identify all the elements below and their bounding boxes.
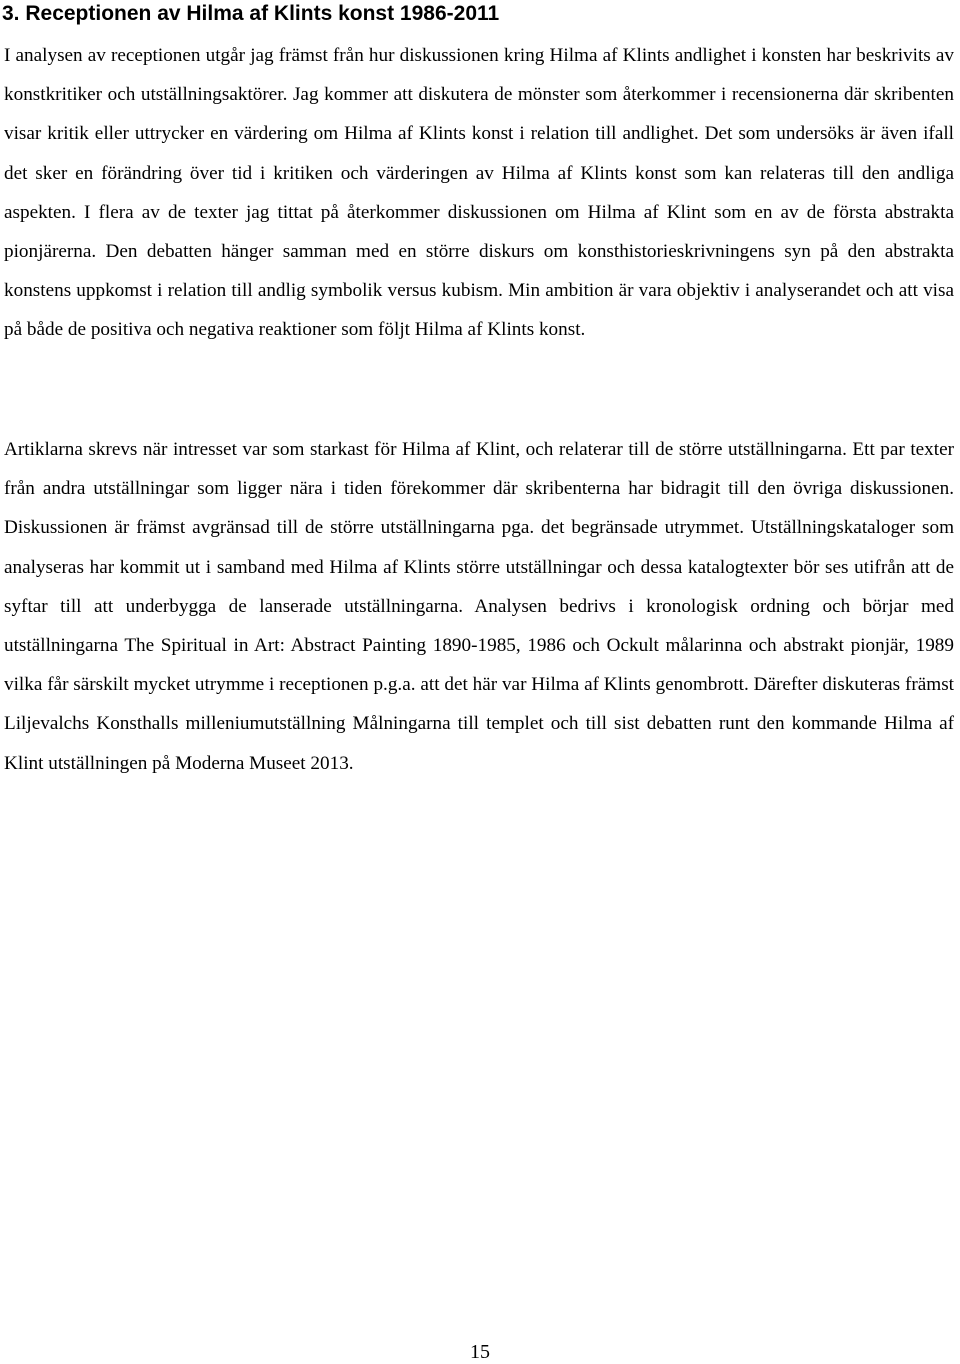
section-heading: 3. Receptionen av Hilma af Klints konst 1986-2011	[2, 2, 500, 25]
paragraph-2: Artiklarna skrevs när intresset var som starkast för Hilma af Klint, och relaterar till de större utställningarna. Ett par texter från andra utställningar som ligger nära i tiden förekommer där skribenterna har bidragit till den övriga diskussionen. Diskussionen är främst avgränsad till de större utställningarna pga. det begränsade utrymmet. Utställningskataloger som analyseras har kommit ut i samband med Hilma af Klints större utställningar och dessa katalogtexter bör ses utifrån att de syftar till att underbygga de lanserade utställningarna. Analysen bedrivs i kronologisk ordning och börjar med utställningarna The Spiritual in Art: Abstract Painting 1890-1985, 1986 och Ockult målarinna och abstrakt pionjär, 1989 vilka får särskilt mycket utrymme i receptionen p.g.a. att det här var Hilma af Klints genombrott. Därefter diskuteras främst Liljevalchs Konsthalls milleniumutställning Målningarna till templet och till sist debatten runt den kommande Hilma af Klint utställningen på Moderna Museet 2013.	[4, 439, 954, 774]
paragraph-1: I analysen av receptionen utgår jag främst från hur diskussionen kring Hilma af Klints andlighet i konsten har beskrivits av konstkritiker och utställningsaktörer. Jag kommer att diskutera de mönster som återkommer i recensionerna där skribenten visar kritik eller uttrycker en värdering om Hilma af Klints konst i relation till andlighet. Det som undersöks är även ifall det sker en förändring över tid i kritiken och värderingen av Hilma af Klints konst som kan relateras till den andliga aspekten. I flera av de texter jag tittat på återkommer diskussionen om Hilma af Klint som en av de första abstrakta pionjärerna. Den debatten hänger samman med en större diskurs om konsthistorieskrivningens syn på den abstrakta konstens uppkomst i relation till andlig symbolik versus kubism. Min ambition är vara objektiv i analyserandet och att visa på både de positiva och negativa reaktioner som följt Hilma af Klints konst.	[4, 45, 954, 341]
page-number: 15	[470, 1341, 490, 1363]
